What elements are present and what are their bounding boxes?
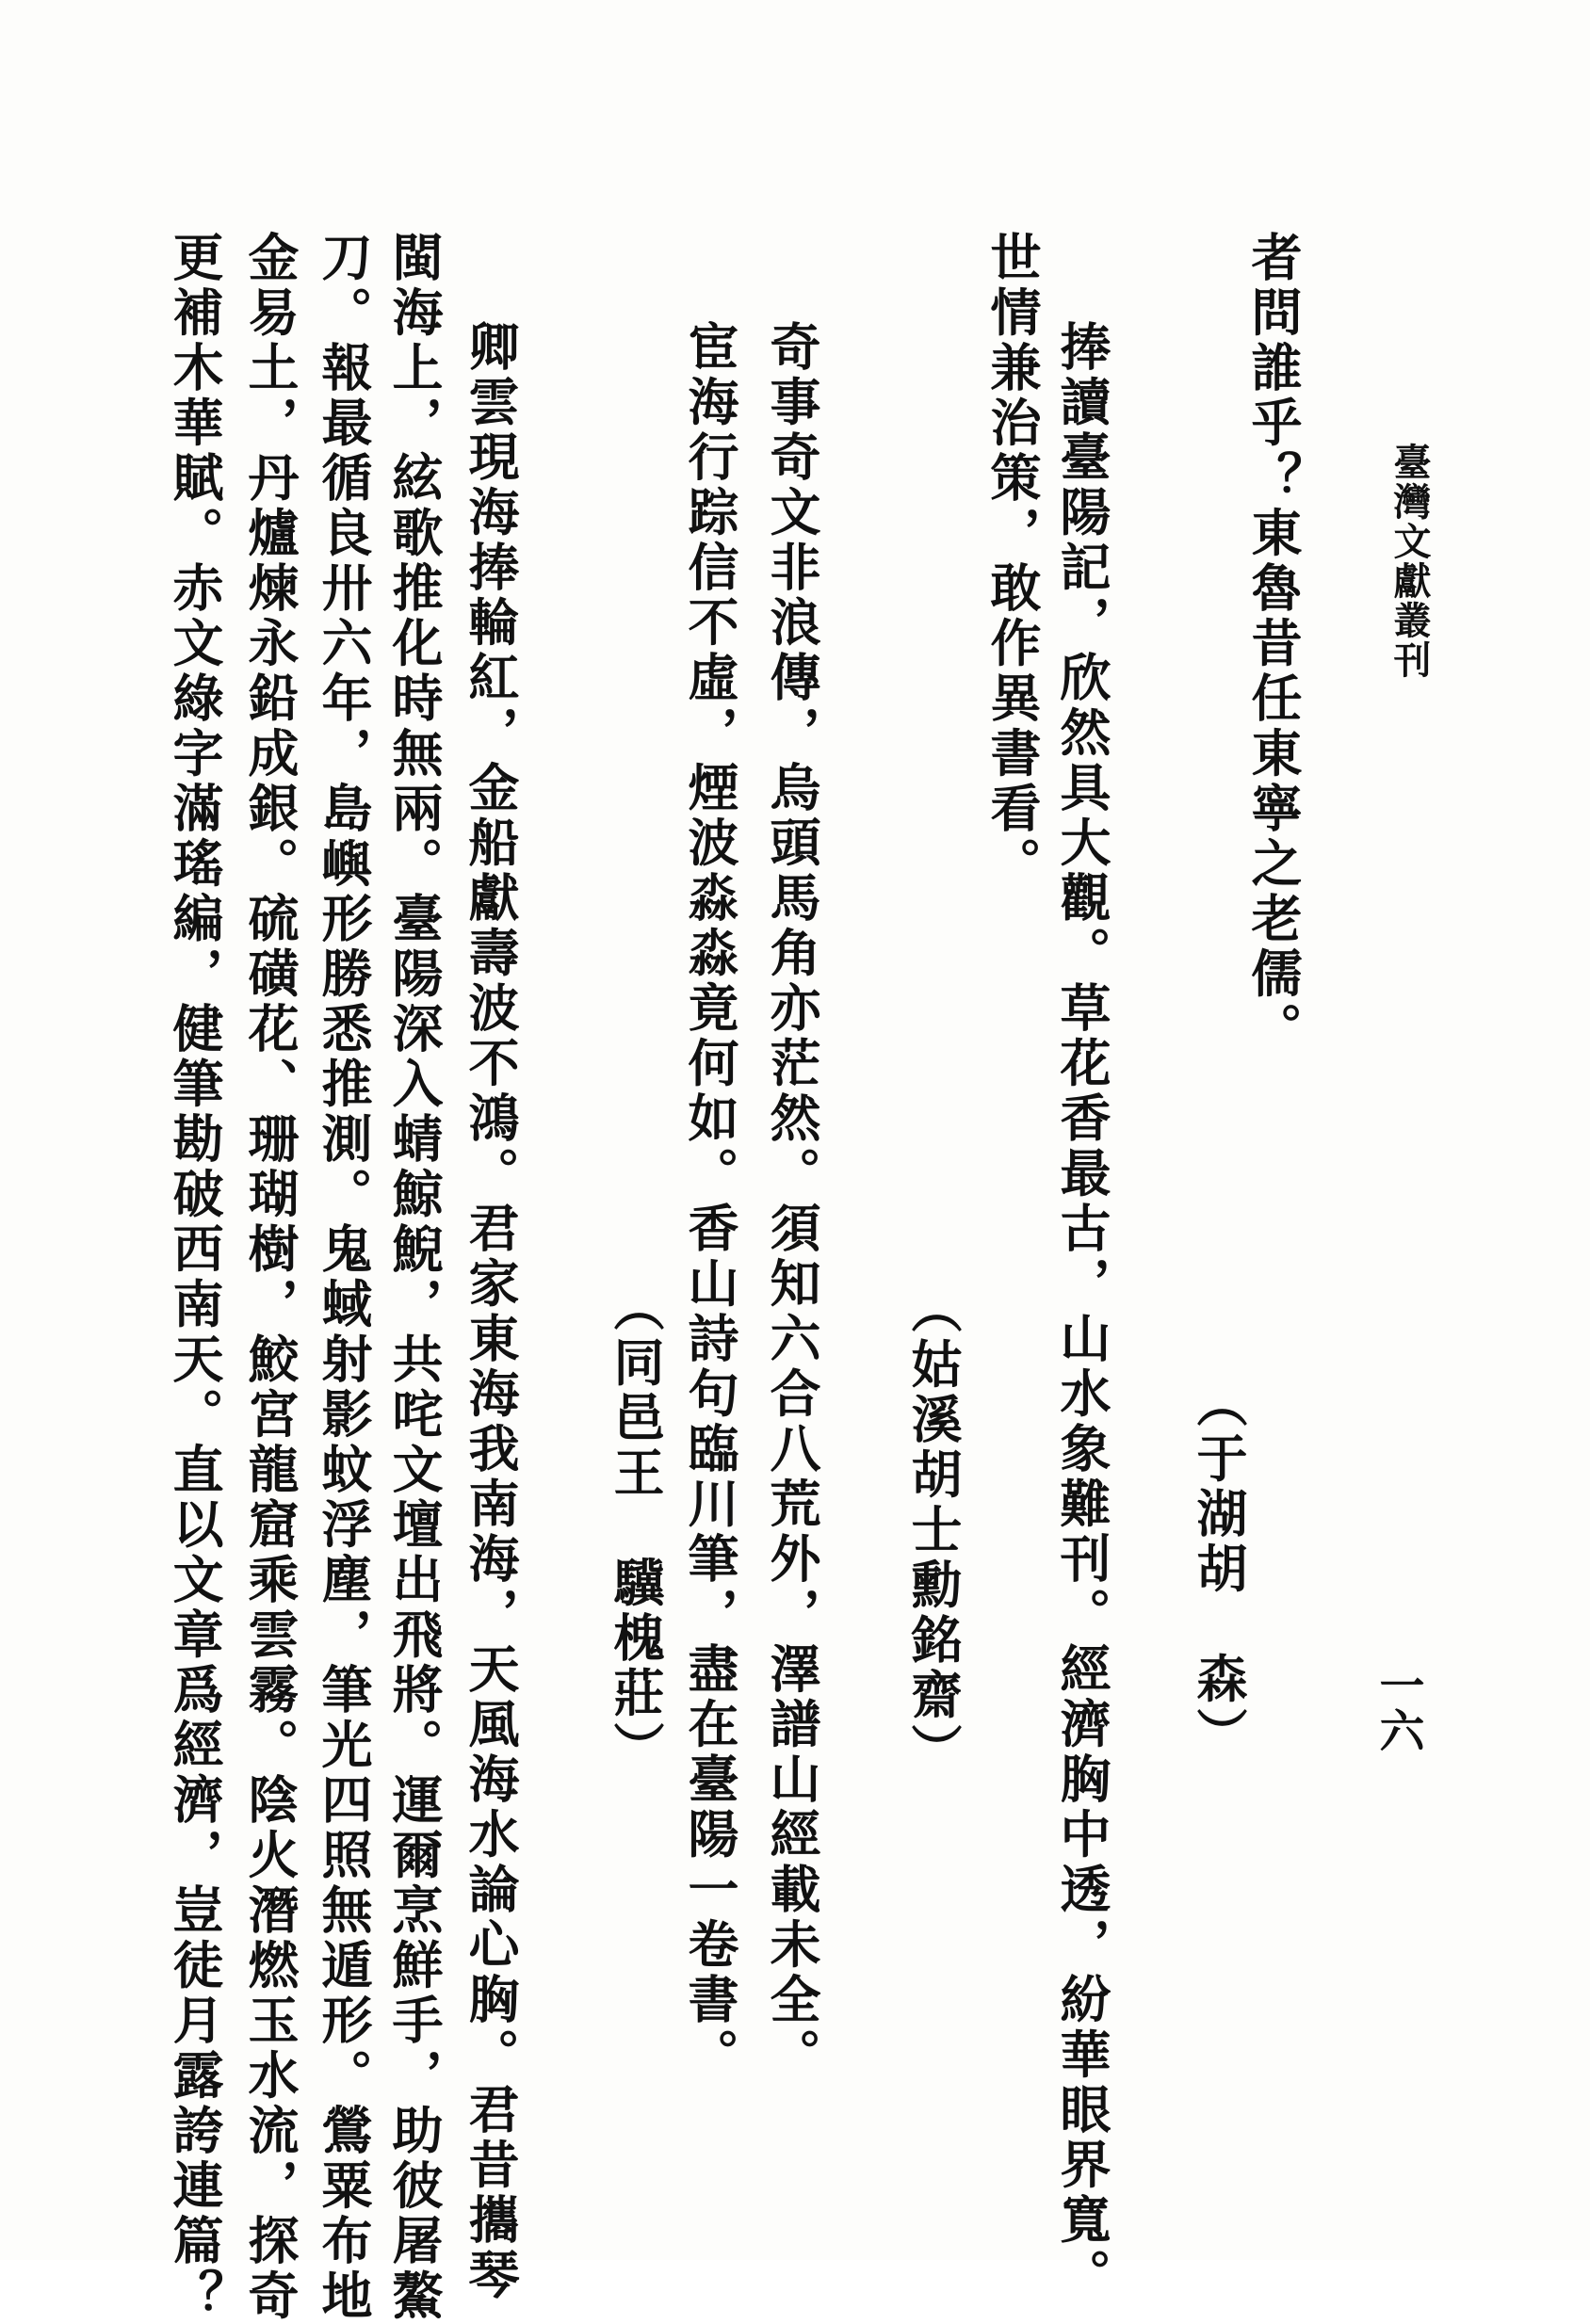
text-column-1: 者問誰乎？東魯昔任東寧之老儒。 (1243, 231, 1304, 1057)
text-column-4: 奇事奇文非浪傳，烏頭馬角亦茫然。須知六合八荒外，澤譜山經載未全。 (762, 320, 822, 2083)
running-title: 臺灣文獻叢刊 (1387, 443, 1432, 680)
text-column-7: 閩海上，絃歌推化時無兩。臺陽深入蜻鯨鯢，共咤文壇出飛將。運爾烹鮮手，助彼屠鰲 (384, 231, 445, 2324)
attribution-3: （同邑王 驥槐莊） (606, 1281, 666, 1777)
text-column-3: 世情兼治策，敢作異書看。 (982, 231, 1043, 892)
page-number: 一六 (1371, 1662, 1424, 1752)
attribution-2: （姑溪胡士勳銘齋） (903, 1283, 964, 1779)
attribution-1: （于湖胡 森） (1189, 1377, 1249, 1763)
text-column-8: 刀。報最循良卅六年，島嶼形勝悉推測。鬼蜮射影蚊浮塵，筆光四照無遁形。鶯粟布地 (314, 231, 374, 2324)
text-column-5: 宦海行踪信不虛，煙波淼淼竟何如。香山詩句臨川筆，盡在臺陽一卷書。 (680, 320, 740, 2083)
text-column-9: 金易土，丹爐煉永鉛成銀。硫磺花、珊瑚樹，鮫宮龍窟乘雲霧。陰火潛燃玉水流，探奇 (240, 231, 300, 2324)
text-column-2: 捧讀臺陽記，欣然具大觀。草花香最古，山水象難刊。經濟胸中透，紛華眼界寬。 (1052, 320, 1112, 2303)
text-column-10: 更補木華賦。赤文綠字滿瑤編，健筆勘破西南天。直以文章爲經濟，豈徒月露誇連篇？ (165, 231, 225, 2324)
text-column-6: 卿雲現海捧輪紅，金船獻壽波不鴻。君家東海我南海，天風海水論心胸。君昔攜琴 (461, 320, 521, 2303)
